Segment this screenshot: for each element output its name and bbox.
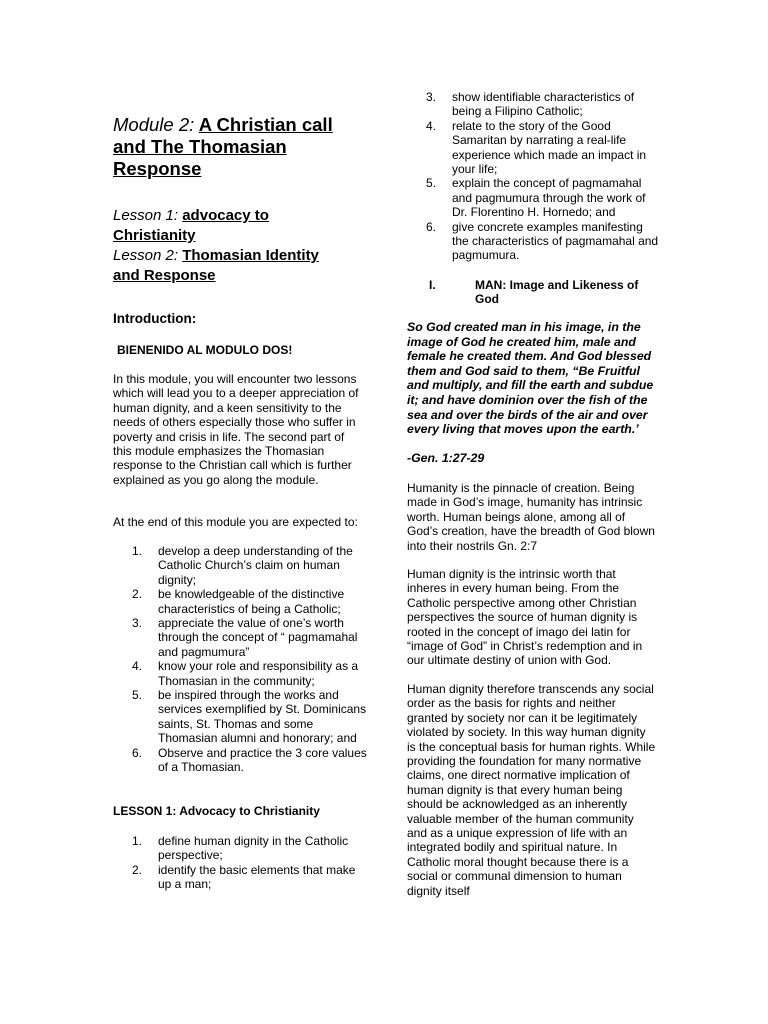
lesson1-title-line1: advocacy to xyxy=(182,207,269,224)
section-title: MAN: Image and Likeness of God xyxy=(475,278,639,307)
list-item: 4. know your role and responsibility as a Thomasian in the community; xyxy=(132,659,359,688)
list-item: 1. define human dignity in the Catholic perspective; xyxy=(132,834,349,863)
intro-paragraph: In this module, you will encounter two lessons which will lead you to a deeper appreciation of human dignity, and a keen sensitivity to the needs of others especially those who suffer in poverty and crisis in life. The second part of this module emphasizes the Thomasian response to the Christian call which is further explained as you go along the module. xyxy=(113,372,359,487)
expected-paragraph: At the end of this module you are expected to: xyxy=(113,515,358,529)
dignity-paragraph: Human dignity is the intrinsic worth that inheres in every human being. From the Catholic perspective among other Christian perspectives the source of human dignity is rooted in the concept of imago dei latin for “image of God” in Christ’s redemption and in our ultimate destiny of union with God. xyxy=(407,567,643,668)
lesson1-objectives-continued xyxy=(426,90,662,263)
module-title-line2: and The Thomasian xyxy=(113,136,287,157)
list-item: 1. develop a deep understanding of the Catholic Church’s claim on human dignity; xyxy=(132,544,353,587)
section-number: I. xyxy=(429,278,436,292)
list-item: 3. show identifiable characteristics of being a Filipino Catholic; xyxy=(426,90,635,119)
module-prefix: Module 2: xyxy=(113,114,195,135)
bienvenido-text: BIENENIDO AL MODULO DOS! xyxy=(117,343,293,357)
list-item: 3. appreciate the value of one’s worth through the concept of “ pagmamahal and pagmumura” xyxy=(132,616,358,659)
lesson1-title-line2: Christianity xyxy=(113,227,196,244)
scripture-reference: -Gen. 1:27-29 xyxy=(407,451,485,465)
list-item: 4. relate to the story of the Good Samaritan by narrating a real-life experience which made an impact in your life; xyxy=(426,118,647,177)
scripture-verse: So God created man in his image, in the image of God he created him, male and female he created them. And God blessed them and God said to them, “Be Fruitful and multiply, and fill the earth and subdue it; and have dominion over the fish of the sea and over the birds of the air and over every living that moves upon the earth.’ xyxy=(407,320,654,437)
lesson2-title-line2: and Response xyxy=(113,267,216,284)
lesson-titles xyxy=(113,206,373,286)
lesson1-objectives-list xyxy=(132,834,368,892)
lesson1-heading: LESSON 1: Advocacy to Christianity xyxy=(113,804,320,818)
pinnacle-paragraph: Humanity is the pinnacle of creation. Being made in God’s image, humanity has intrinsic worth. Human beings alone, among all of God’s creation, have the breadth of God blown into their nostrils Gn. 2:7 xyxy=(407,481,655,553)
expected-list xyxy=(132,544,368,775)
module-title-line1: A Christian call xyxy=(198,114,333,135)
module-title xyxy=(113,114,373,180)
introduction-heading: Introduction: xyxy=(113,311,197,326)
list-item: 6. give concrete examples manifesting the characteristics of pagmamahal and pagmumura. xyxy=(426,219,659,263)
lesson1-prefix: Lesson 1: xyxy=(113,207,179,224)
lesson2-title-line1: Thomasian Identity xyxy=(182,247,319,264)
list-item: 6. Observe and practice the 3 core values of a Thomasian. xyxy=(132,745,367,775)
lesson2-prefix: Lesson 2: xyxy=(113,247,179,264)
list-item: 2. be knowledgeable of the distinctive characteristics of being a Catholic; xyxy=(132,587,345,616)
list-item: 5. be inspired through the works and services exemplified by St. Dominicans saints, St. Thomas and some Thomasian alumni and honorary; and xyxy=(132,688,367,746)
module-title-line3: Response xyxy=(113,158,202,179)
list-item: 5. explain the concept of pagmamahal and pagmumura through the work of Dr. Florentino H. Hornedo; and xyxy=(426,176,646,220)
list-item: 2. identify the basic elements that make up a man; xyxy=(132,862,356,892)
transcends-paragraph: Human dignity therefore transcends any social order as the basis for rights and neither granted by society nor can it be legitimately violated by society. In this way human dignity is the conceptual basis for human rights. While providing the foundation for many normative claims, one direct normative implication of human dignity is that every human being should be acknowledged as an inherently valuable member of the human community and as a unique expression of life with an integrated bodily and spiritual nature. In Catholic moral thought because there is a social or communal dimension to human dignity itself xyxy=(407,682,656,898)
